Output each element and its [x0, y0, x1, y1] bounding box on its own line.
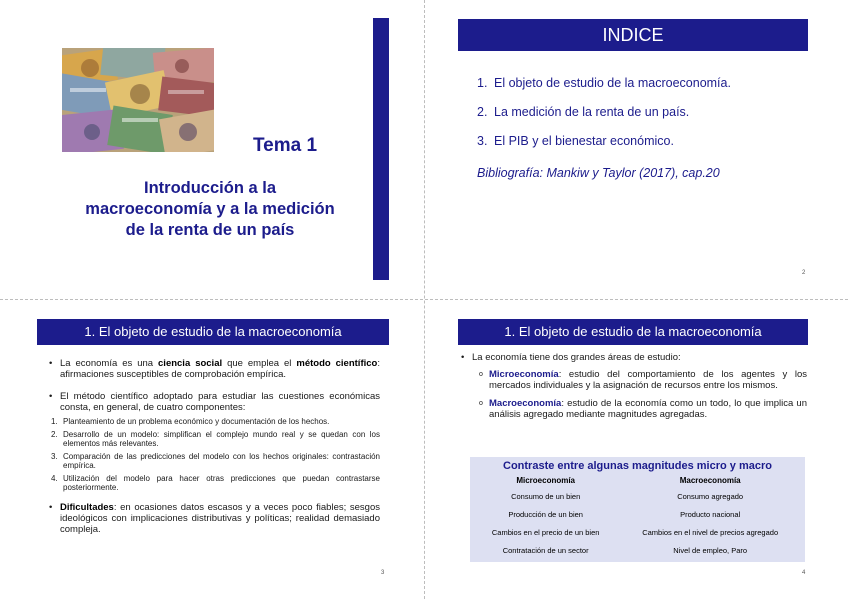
- page-number: 4: [802, 570, 806, 576]
- table-cell: Producción de un bien: [508, 509, 583, 519]
- table-row: [473, 541, 802, 559]
- bullet-ciencia-social: [49, 358, 380, 380]
- slide-1: [0, 0, 424, 299]
- column-header: Microeconomía: [516, 475, 576, 485]
- bold-term: Macroeconomía: [489, 398, 562, 409]
- sub-item-text: : estudio del comportamiento de los agentes y los mercados individuales y la asignación de recursos entre los mismos.: [489, 369, 807, 391]
- bold-term: ciencia social: [158, 358, 223, 369]
- bullet-text: La economía es una: [60, 358, 159, 369]
- step-number: 2.: [51, 430, 58, 439]
- method-step: [51, 430, 380, 448]
- table-row: [473, 487, 802, 505]
- bullet-areas: • La economía tiene dos grandes áreas de estudio:: [461, 352, 807, 363]
- bullet-metodo: • El método científico adoptado para estudiar las cuestiones económicas consta, en general, de cuatro componentes:: [49, 391, 380, 413]
- index-text: La medición de la renta de un país.: [494, 105, 690, 119]
- title-line: macroeconomía y a la medición: [85, 200, 335, 218]
- index-list: [477, 76, 807, 163]
- comparison-table: [470, 457, 805, 562]
- sub-item-text: : estudio de la economía como un todo, lo que implica un análisis agregado mediante magnitudes agregadas.: [489, 398, 807, 420]
- step-number: 4.: [51, 474, 58, 483]
- slide-header: INDICE: [458, 19, 808, 51]
- column-header: Macroeconomía: [679, 475, 741, 485]
- table-cell: Consumo agregado: [677, 491, 744, 501]
- index-item: [477, 105, 807, 119]
- slide-header: 1. El objeto de estudio de la macroeconomía: [458, 319, 808, 345]
- page-number: 3: [381, 570, 385, 576]
- slide-header: 1. El objeto de estudio de la macroeconomía: [37, 319, 389, 345]
- method-step: [51, 452, 380, 470]
- topic-label: Tema 1: [252, 135, 318, 156]
- banknotes-collage-image: [62, 48, 214, 152]
- bullet-text: : afirmaciones susceptibles de comprobación empírica.: [60, 358, 380, 380]
- method-step: [51, 417, 380, 426]
- page-number: 2: [802, 270, 806, 276]
- index-text: El objeto de estudio de la macroeconomía.: [494, 76, 731, 90]
- step-number: 3.: [51, 452, 58, 461]
- slide-4: [425, 300, 848, 599]
- step-text: Planteamiento de un problema económico y documentación de los hechos.: [63, 417, 330, 426]
- table-cell: Producto nacional: [680, 509, 741, 519]
- bullet-text: que emplea el: [222, 358, 297, 369]
- sub-item-micro: [461, 369, 807, 391]
- step-text: Utilización del modelo para hacer otras predicciones que puedan contrastarse posteriormente.: [63, 474, 380, 492]
- index-text: El PIB y el bienestar económico.: [494, 134, 674, 148]
- slide-body: [49, 358, 380, 535]
- table-cell: Consumo de un bien: [511, 491, 581, 501]
- sub-item-macro: [461, 398, 807, 420]
- title-line: Introducción a la: [143, 179, 277, 197]
- title-line: de la renta de un país: [125, 221, 295, 239]
- table-row: [473, 523, 802, 541]
- slide-3: [0, 300, 424, 599]
- table-row: [473, 505, 802, 523]
- table-cell: Cambios en el nivel de precios agregado: [642, 527, 779, 537]
- circle-bullet-icon: o: [479, 400, 483, 407]
- method-steps: [51, 417, 380, 492]
- bullet-dificultades: [49, 502, 380, 535]
- step-text: Desarrollo de un modelo: simplifican el complejo mundo real y se quedan con los elementos más relevantes.: [63, 430, 380, 448]
- bold-term: Dificultades: [60, 502, 114, 513]
- slide-body: [461, 352, 807, 420]
- slide-2: [425, 0, 848, 299]
- accent-bar: [373, 18, 389, 280]
- bullet-text: : en ocasiones datos escasos y a veces poco fiables; sesgos ideológicos con implicaciones distributivas y políticas; realidad demasiado compleja.: [60, 502, 380, 535]
- index-number: 2.: [477, 105, 488, 119]
- index-item: [477, 76, 807, 90]
- bold-term: Microeconomía: [489, 369, 559, 380]
- table-cell: Nivel de empleo, Paro: [673, 545, 748, 555]
- method-step: [51, 474, 380, 492]
- slide-title: [50, 178, 370, 241]
- step-text: Comparación de las predicciones del modelo con los hechos originales: contrastación empírica.: [63, 452, 380, 470]
- table-cell: Cambios en el precio de un bien: [491, 527, 600, 537]
- table-grid: [473, 473, 802, 559]
- table-title: Contraste entre algunas magnitudes micro y macro: [503, 460, 772, 472]
- circle-bullet-icon: o: [479, 371, 483, 378]
- index-number: 1.: [477, 76, 488, 90]
- bibliography: Bibliografía: Mankiw y Taylor (2017), cap.20: [477, 166, 720, 180]
- step-number: 1.: [51, 417, 58, 426]
- table-header-row: [473, 473, 802, 487]
- table-cell: Contratación de un sector: [502, 545, 589, 555]
- index-number: 3.: [477, 134, 488, 148]
- index-item: [477, 134, 807, 148]
- bold-term: método científico: [296, 358, 378, 369]
